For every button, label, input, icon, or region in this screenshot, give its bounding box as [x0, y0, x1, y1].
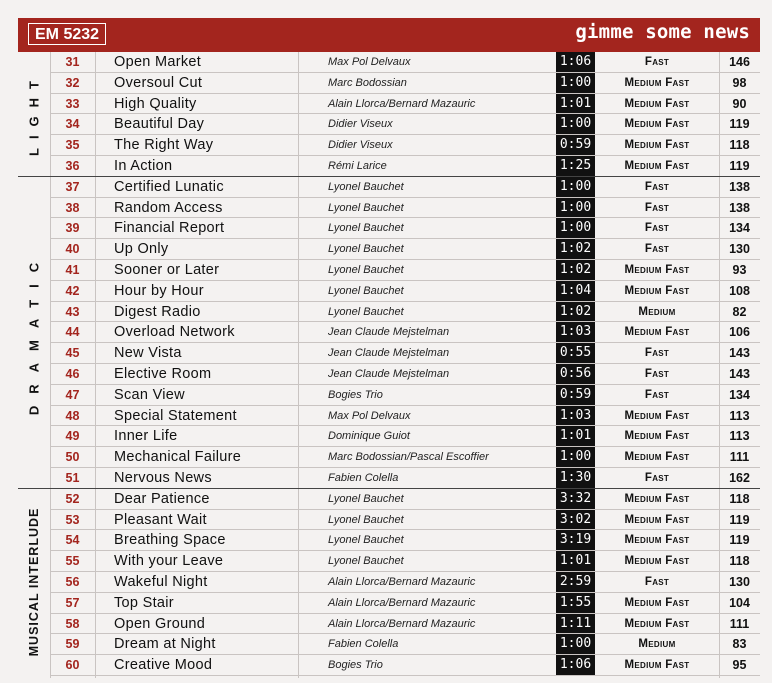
tempo: Medium Fast: [624, 659, 690, 672]
table-row: [50, 655, 760, 676]
track-title: Top Stair: [114, 594, 174, 611]
bpm: 118: [729, 491, 750, 506]
track-number: 56: [65, 575, 80, 589]
duration: 1:01: [556, 426, 595, 446]
bpm: 83: [732, 637, 747, 652]
tempo: Medium Fast: [624, 160, 690, 172]
table-row: [50, 73, 760, 94]
duration: 0:56: [556, 364, 595, 384]
track-title: Open Market: [114, 54, 202, 70]
duration: 3:19: [556, 530, 595, 550]
table-row: [50, 156, 760, 177]
tempo: Fast: [644, 201, 670, 214]
track-title: Mechanical Failure: [114, 449, 242, 466]
duration: 1:00: [556, 198, 595, 218]
duration: 1:01: [556, 551, 595, 571]
bpm: 119: [729, 117, 750, 132]
duration: 1:02: [556, 260, 595, 280]
tempo: Medium Fast: [624, 492, 690, 505]
duration: 1:00: [556, 73, 595, 93]
composer: Lyonel Bauchet: [328, 201, 404, 214]
duration: 1:04: [556, 281, 595, 301]
bpm: 138: [729, 179, 750, 194]
album-title: gimme some news: [575, 21, 750, 43]
bpm: 82: [732, 304, 747, 319]
track-title: Breathing Space: [114, 532, 226, 549]
track-number: 46: [65, 367, 80, 381]
table-row: [50, 364, 760, 385]
track-number: 33: [65, 96, 80, 111]
duration: 1:00: [556, 114, 595, 134]
duration: 0:59: [556, 385, 595, 405]
tempo: Fast: [644, 472, 670, 484]
duration: 1:00: [556, 177, 595, 197]
table-row: [50, 239, 760, 260]
track-number: 53: [65, 512, 80, 527]
duration: 1:00: [556, 218, 595, 238]
tempo: Medium Fast: [624, 555, 690, 568]
bpm: 143: [729, 346, 750, 361]
tempo: Medium Fast: [624, 264, 690, 276]
tempo: Medium Fast: [624, 139, 690, 152]
track-number: 58: [65, 616, 80, 631]
bpm: 118: [729, 138, 750, 153]
composer: Didier Viseux: [328, 139, 393, 152]
section-label-text: DRAMATIC: [26, 250, 42, 415]
track-number: 34: [65, 117, 80, 132]
bpm: 130: [729, 575, 750, 589]
tempo: Medium Fast: [624, 596, 690, 609]
tempo: Fast: [644, 222, 670, 235]
table-row: [50, 593, 760, 614]
composer: Alain Llorca/Bernard Mazauric: [328, 617, 476, 630]
bpm: 119: [729, 533, 750, 548]
tempo: Medium Fast: [624, 617, 690, 630]
table-row: [50, 281, 760, 302]
duration: 0:59: [556, 135, 595, 155]
track-title: Inner Life: [114, 428, 178, 445]
track-title: Financial Report: [114, 220, 225, 237]
duration: 2:59: [556, 572, 595, 592]
track-number: 52: [65, 491, 80, 506]
track-number: 54: [65, 533, 80, 548]
tempo: Medium: [638, 638, 676, 651]
track-title: Nervous News: [114, 470, 212, 486]
track-title: Beautiful Day: [114, 116, 205, 133]
table-row: [50, 385, 760, 406]
track-title: Overload Network: [114, 324, 235, 341]
section-label-text: LIGHT: [26, 72, 42, 157]
table-row: [50, 530, 760, 551]
bpm: 95: [732, 658, 747, 673]
track-number: 50: [65, 450, 80, 465]
section-label-dramatic: [18, 177, 50, 489]
composer: Lyonel Bauchet: [328, 305, 404, 318]
bpm: 146: [729, 55, 750, 69]
table-row: [50, 52, 760, 73]
bpm: 106: [729, 325, 750, 340]
composer: Lyonel Bauchet: [328, 264, 404, 276]
track-number: 38: [65, 200, 80, 215]
tempo: Fast: [644, 388, 670, 401]
track-number: 55: [65, 554, 80, 569]
section-divider: [18, 176, 760, 178]
track-title: Creative Mood: [114, 657, 213, 674]
track-title: Digest Radio: [114, 303, 201, 320]
composer: Max Pol Delvaux: [328, 409, 411, 422]
bpm: 118: [729, 554, 750, 569]
track-title: Elective Room: [114, 366, 212, 382]
track-title: Certified Lunatic: [114, 178, 224, 195]
section-label-musical-interlude: [18, 489, 50, 676]
composer: Lyonel Bauchet: [328, 243, 404, 256]
track-number: 41: [65, 263, 80, 277]
composer: Alain Llorca/Bernard Mazauric: [328, 97, 476, 110]
bpm: 111: [729, 450, 750, 465]
tempo: Fast: [644, 576, 670, 588]
duration: 1:00: [556, 634, 595, 654]
bpm: 162: [729, 471, 750, 485]
composer: Didier Viseux: [328, 118, 393, 131]
composer: Alain Llorca/Bernard Mazauric: [328, 576, 476, 588]
table-row: [50, 634, 760, 655]
catalog-number: EM 5232: [28, 23, 106, 45]
duration: 3:02: [556, 510, 595, 530]
tempo: Medium Fast: [624, 451, 690, 464]
table-row: [50, 177, 760, 198]
duration: 1:30: [556, 468, 595, 488]
track-title: Random Access: [114, 199, 223, 216]
composer: Bogies Trio: [328, 659, 383, 672]
track-title: Hour by Hour: [114, 282, 204, 299]
track-title: Oversoul Cut: [114, 74, 203, 91]
table-row: [50, 489, 760, 510]
duration: 1:00: [556, 447, 595, 467]
track-number: 44: [65, 325, 80, 340]
track-number: 43: [65, 304, 80, 319]
tempo: Fast: [644, 368, 670, 380]
track-title: The Right Way: [114, 137, 214, 154]
composer: Marc Bodossian/Pascal Escoffier: [328, 451, 489, 464]
composer: Lyonel Bauchet: [328, 555, 404, 568]
track-number: 31: [65, 55, 80, 69]
track-title: High Quality: [114, 95, 197, 112]
track-title: Sooner or Later: [114, 262, 220, 278]
track-number: 35: [65, 138, 80, 153]
table-row: [50, 468, 760, 489]
composer: Max Pol Delvaux: [328, 56, 411, 68]
bpm: 93: [732, 263, 747, 277]
bpm: 138: [729, 200, 750, 215]
composer: Marc Bodossian: [328, 76, 407, 89]
tempo: Medium Fast: [624, 409, 690, 422]
composer: Alain Llorca/Bernard Mazauric: [328, 596, 476, 609]
track-title: Up Only: [114, 241, 169, 258]
table-row: [50, 94, 760, 115]
track-number: 45: [65, 346, 80, 361]
bpm: 130: [729, 242, 750, 257]
tempo: Medium Fast: [624, 513, 690, 526]
table-row: [50, 302, 760, 323]
track-number: 37: [65, 179, 80, 194]
duration: 1:03: [556, 322, 595, 342]
table-row: [50, 551, 760, 572]
track-list-sheet: [18, 18, 760, 678]
duration: 1:55: [556, 593, 595, 613]
bpm: 119: [729, 159, 750, 173]
table-row: [50, 114, 760, 135]
table-row: [50, 614, 760, 635]
header-bar: [18, 18, 760, 52]
composer: Fabien Colella: [328, 638, 399, 651]
composer: Jean Claude Mejstelman: [328, 347, 450, 360]
bpm: 113: [729, 429, 750, 444]
table-row: [50, 198, 760, 219]
track-number: 59: [65, 637, 80, 652]
section-divider: [18, 488, 760, 490]
composer: Fabien Colella: [328, 472, 399, 484]
table-row: [50, 135, 760, 156]
duration: 1:25: [556, 156, 595, 176]
bpm: 111: [729, 616, 750, 631]
composer: Jean Claude Mejstelman: [328, 326, 450, 339]
bpm: 98: [732, 75, 747, 90]
table-row: [50, 426, 760, 447]
tempo: Fast: [644, 347, 670, 360]
tempo: Medium Fast: [624, 430, 690, 443]
track-title: Wakeful Night: [114, 574, 208, 590]
track-title: New Vista: [114, 345, 182, 362]
composer: Lyonel Bauchet: [328, 534, 404, 547]
track-number: 51: [65, 471, 80, 485]
section-label-light: [18, 52, 50, 177]
composer: Lyonel Bauchet: [328, 513, 404, 526]
duration: 1:11: [556, 614, 595, 634]
tempo: Fast: [644, 56, 670, 68]
track-number: 42: [65, 283, 80, 298]
tempo: Fast: [644, 180, 670, 193]
duration: 1:03: [556, 406, 595, 426]
table-row: [50, 510, 760, 531]
table-row: [50, 572, 760, 593]
track-title: Pleasant Wait: [114, 511, 207, 528]
track-title: Dear Patience: [114, 490, 210, 507]
duration: 3:32: [556, 489, 595, 509]
track-title: Special Statement: [114, 407, 237, 424]
duration: 1:06: [556, 52, 595, 72]
bpm: 104: [729, 595, 750, 610]
track-number: 47: [65, 387, 80, 402]
tempo: Medium Fast: [624, 534, 690, 547]
composer: Rémi Larice: [328, 160, 387, 172]
duration: 1:01: [556, 94, 595, 114]
track-number: 49: [65, 429, 80, 444]
track-number: 60: [65, 658, 80, 673]
table-row: [50, 343, 760, 364]
tempo: Medium Fast: [624, 76, 690, 89]
composer: Lyonel Bauchet: [328, 284, 404, 297]
track-title: In Action: [114, 158, 173, 174]
track-title: With your Leave: [114, 553, 224, 570]
composer: Dominique Guiot: [328, 430, 410, 443]
tempo: Medium Fast: [624, 326, 690, 339]
tempo: Medium Fast: [624, 118, 690, 131]
table-row: [50, 218, 760, 239]
track-number: 39: [65, 221, 80, 236]
composer: Lyonel Bauchet: [328, 492, 404, 505]
track-number: 48: [65, 408, 80, 423]
table-row: [50, 260, 760, 281]
section-label-text: MUSICAL INTERLUDE: [27, 508, 41, 657]
track-title: Dream at Night: [114, 636, 216, 653]
table-row: [50, 322, 760, 343]
duration: 1:02: [556, 239, 595, 259]
bpm: 108: [729, 283, 750, 298]
track-number: 32: [65, 75, 80, 90]
track-title: Open Ground: [114, 615, 206, 632]
duration: 1:02: [556, 302, 595, 322]
bpm: 143: [729, 367, 750, 381]
composer: Bogies Trio: [328, 388, 383, 401]
bpm: 134: [729, 221, 750, 236]
tempo: Fast: [644, 243, 670, 256]
track-number: 40: [65, 242, 80, 257]
bpm: 113: [729, 408, 750, 423]
duration: 0:55: [556, 343, 595, 363]
tempo: Medium: [638, 305, 676, 318]
bpm: 119: [729, 512, 750, 527]
track-title: Scan View: [114, 386, 185, 403]
composer: Lyonel Bauchet: [328, 180, 404, 193]
track-number: 36: [65, 159, 80, 173]
tempo: Medium Fast: [624, 97, 690, 110]
bpm: 134: [729, 387, 750, 402]
tempo: Medium Fast: [624, 284, 690, 297]
composer: Jean Claude Mejstelman: [328, 368, 450, 380]
duration: 1:06: [556, 655, 595, 675]
bpm: 90: [732, 96, 747, 111]
track-number: 57: [65, 595, 80, 610]
table-row: [50, 406, 760, 427]
table-row: [50, 447, 760, 468]
composer: Lyonel Bauchet: [328, 222, 404, 235]
